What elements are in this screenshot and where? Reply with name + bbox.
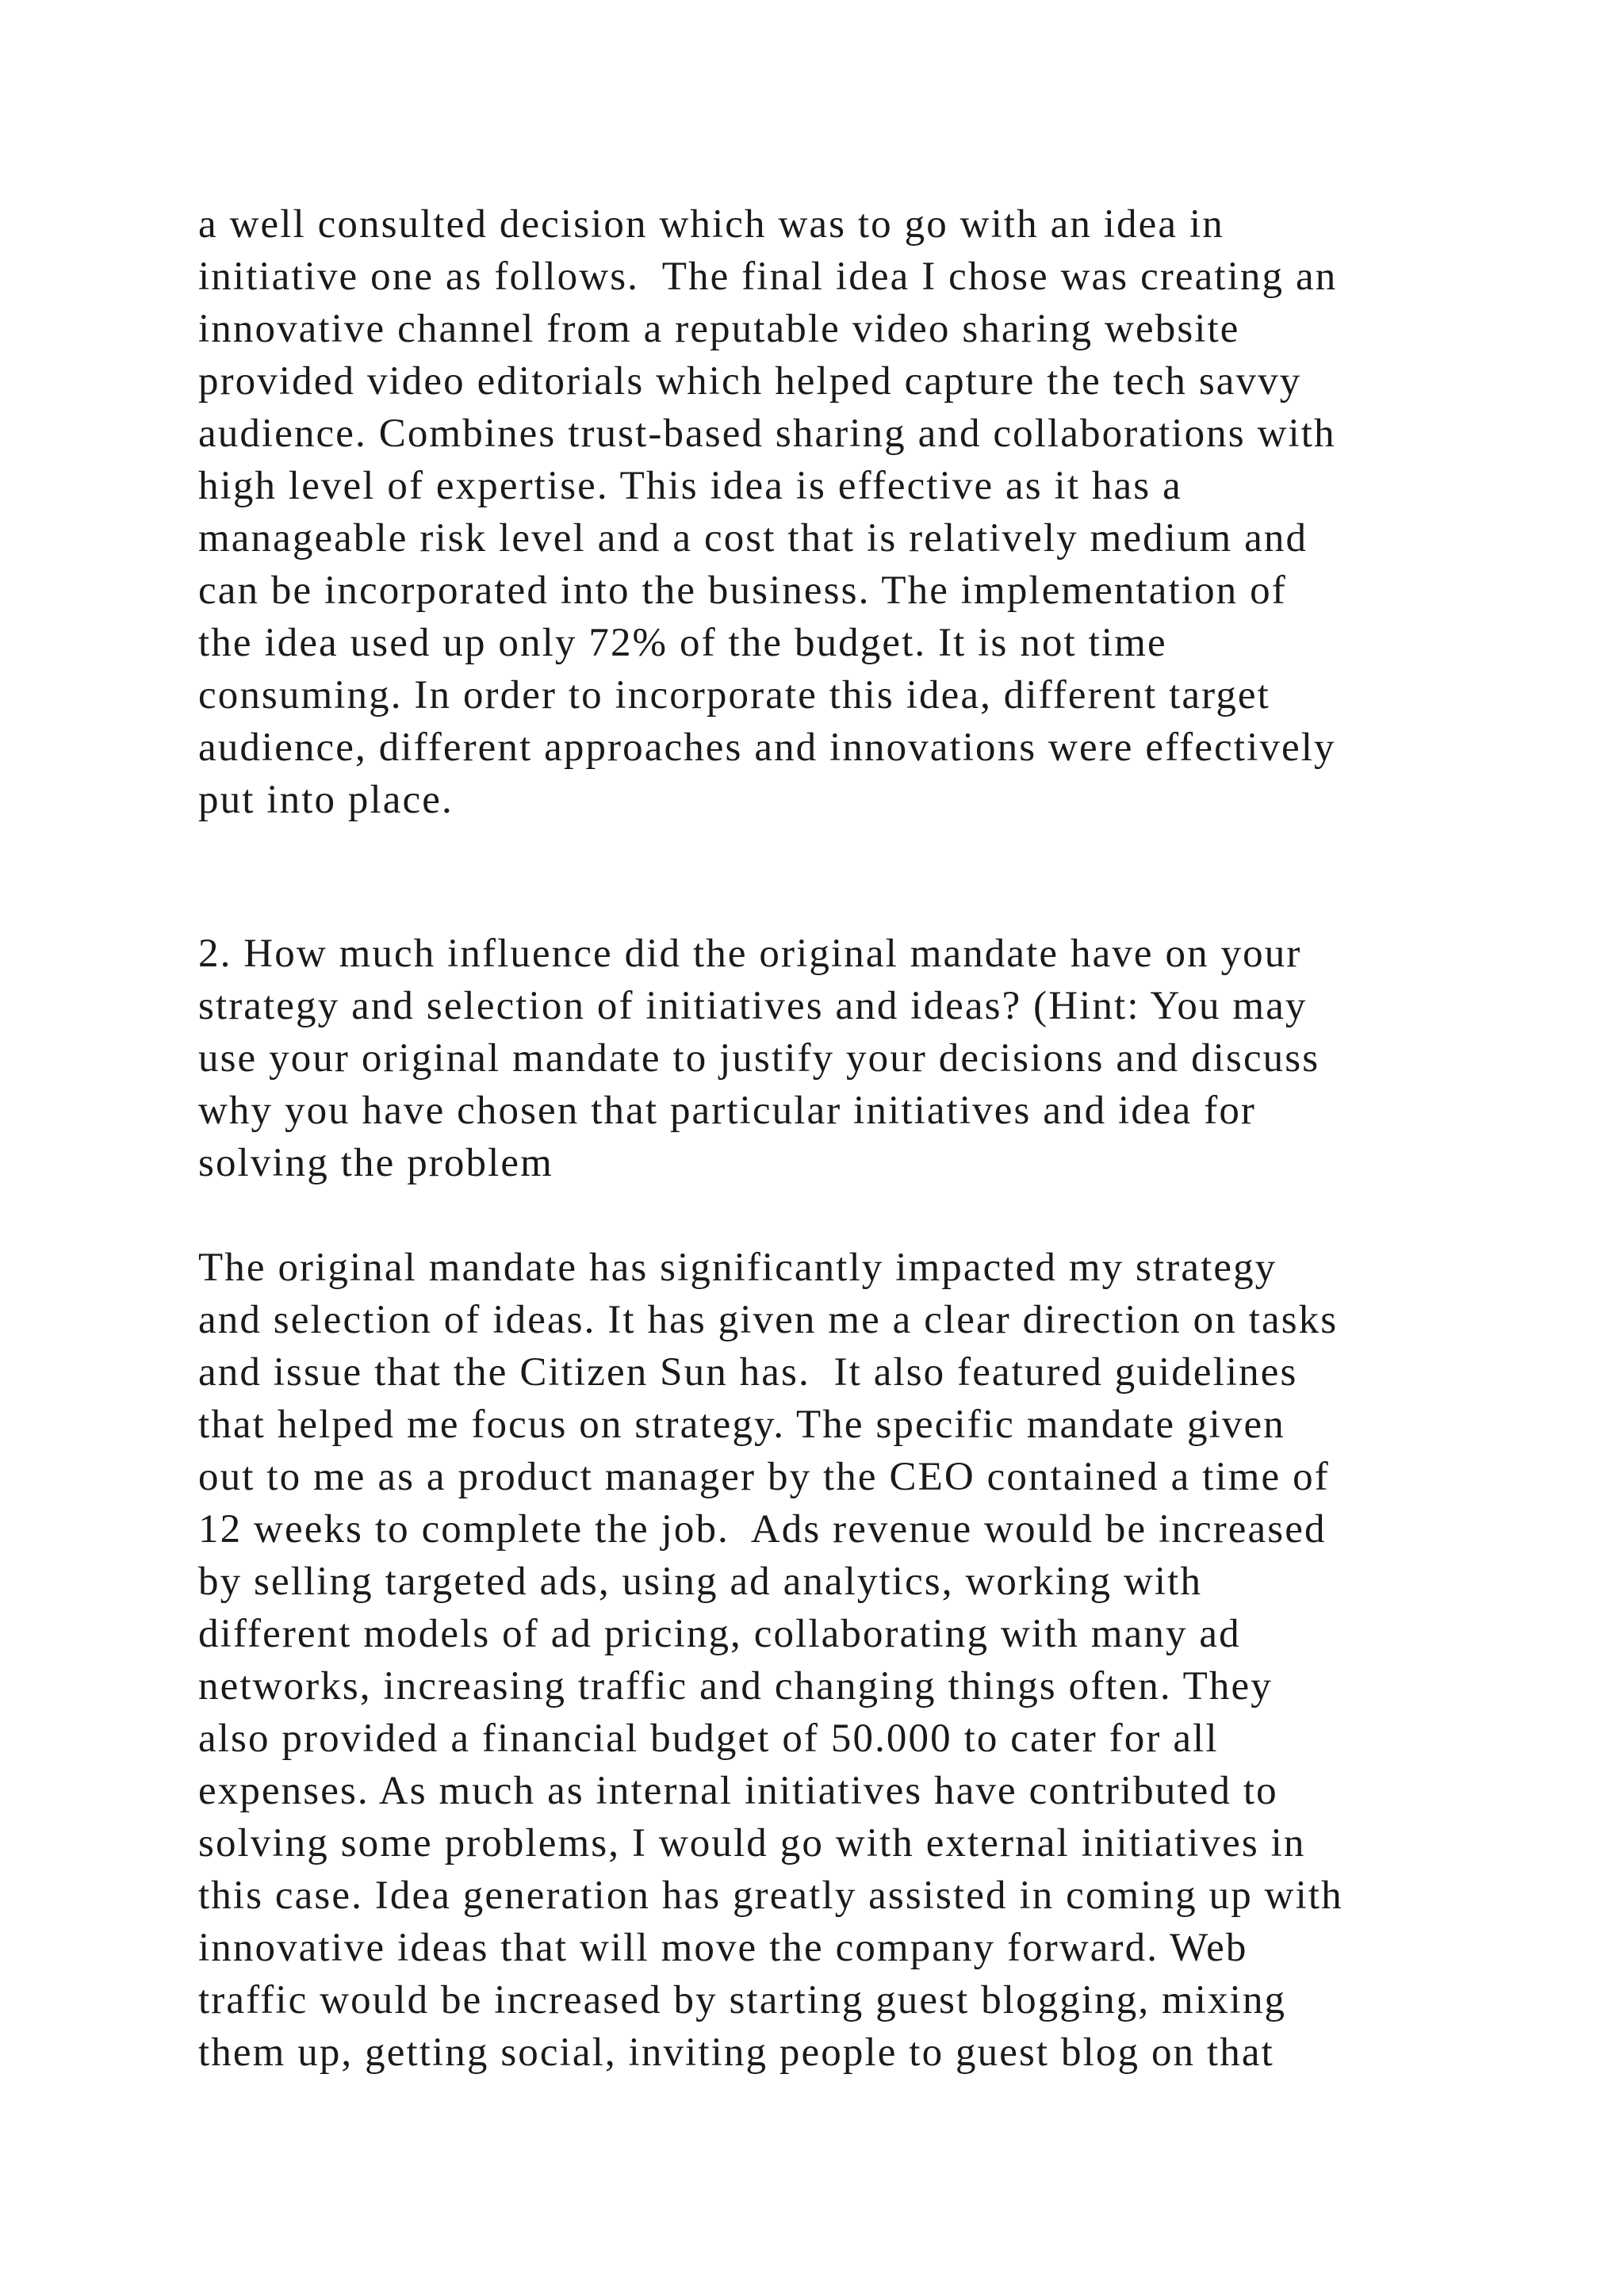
text-line: expenses. As much as internal initiatives have contributed to <box>198 1769 1278 1813</box>
text-line: out to me as a product manager by the CEO contained a time of <box>198 1455 1330 1499</box>
text-line: can be incorporated into the business. The implementation of <box>198 568 1287 613</box>
text-line: that helped me focus on strategy. The specific mandate given <box>198 1402 1285 1447</box>
text-line: provided video editorials which helped capture the tech savvy <box>198 359 1302 404</box>
text-line: high level of expertise. This idea is effective as it has a <box>198 464 1182 508</box>
text-line: The original mandate has significantly impacted my strategy <box>198 1246 1277 1290</box>
text-line: 12 weeks to complete the job. Ads revenue would be increased <box>198 1507 1327 1552</box>
text-line: traffic would be increased by starting guest blogging, mixing <box>198 1978 1287 2022</box>
text-line: innovative ideas that will move the company forward. Web <box>198 1926 1248 1970</box>
text-line: innovative channel from a reputable video sharing website <box>198 307 1240 351</box>
text-line: by selling targeted ads, using ad analytics, working with <box>198 1559 1203 1604</box>
text-line: 2. How much influence did the original mandate have on your <box>198 932 1302 976</box>
text-line: this case. Idea generation has greatly assisted in coming up with <box>198 1873 1343 1918</box>
text-line: and selection of ideas. It has given me a clear direction on tasks <box>198 1298 1339 1342</box>
text-line: use your original mandate to justify your decisions and discuss <box>198 1036 1320 1081</box>
text-line: why you have chosen that particular initiatives and idea for <box>198 1089 1257 1133</box>
text-line: manageable risk level and a cost that is relatively medium and <box>198 516 1308 561</box>
text-line: the idea used up only 72% of the budget. It is not time <box>198 621 1167 665</box>
text-line: solving the problem <box>198 1141 553 1185</box>
text-line: initiative one as follows. The final idea I chose was creating an <box>198 254 1338 299</box>
text-line: consuming. In order to incorporate this idea, different target <box>198 673 1270 718</box>
text-line: networks, increasing traffic and changing things often. They <box>198 1664 1273 1709</box>
text-line: solving some problems, I would go with external initiatives in <box>198 1821 1306 1866</box>
text-line: also provided a financial budget of 50.000 to cater for all <box>198 1716 1219 1761</box>
text-line: different models of ad pricing, collaborating with many ad <box>198 1612 1241 1656</box>
text-line: and issue that the Citizen Sun has. It also featured guidelines <box>198 1350 1298 1395</box>
text-line: strategy and selection of initiatives and ideas? (Hint: You may <box>198 984 1308 1028</box>
text-line: audience, different approaches and innovations were effectively <box>198 725 1336 770</box>
paragraph-initiative-decision <box>198 198 1337 826</box>
paragraph-original-mandate <box>198 1242 1343 2079</box>
text-line: put into place. <box>198 778 454 822</box>
text-line: audience. Combines trust-based sharing and collaborations with <box>198 411 1336 456</box>
text-line: a well consulted decision which was to go with an idea in <box>198 202 1224 247</box>
text-line: them up, getting social, inviting people to guest blog on that <box>198 2030 1274 2075</box>
question-2-heading <box>198 928 1320 1189</box>
